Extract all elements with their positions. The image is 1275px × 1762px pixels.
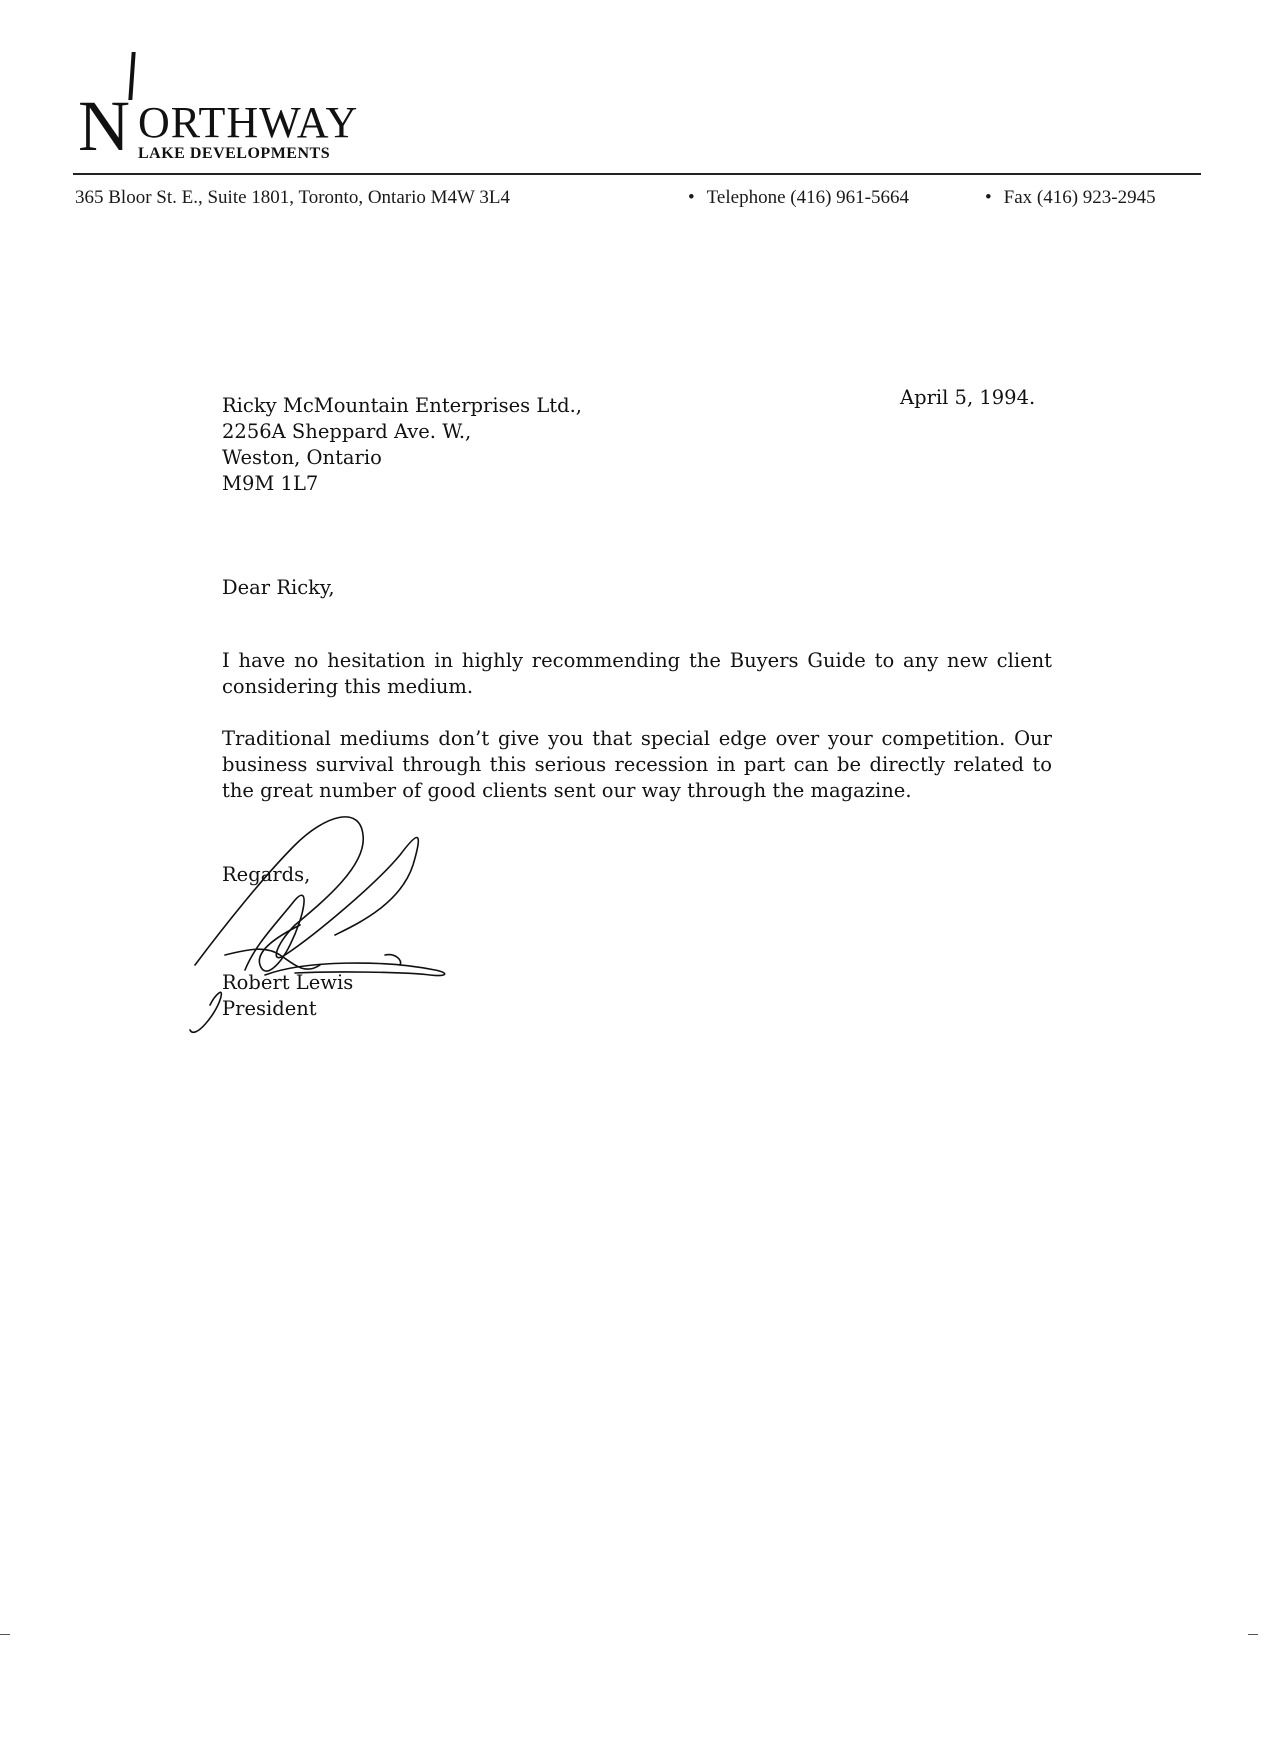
recipient-line: M9M 1L7: [222, 472, 319, 495]
bullet-separator: •: [985, 187, 992, 208]
salutation: Dear Ricky,: [222, 576, 335, 599]
recipient-line: Weston, Ontario: [222, 446, 382, 469]
logo-name: ORTHWAY: [138, 98, 359, 147]
telephone-text: Telephone (416) 961-5664: [706, 187, 909, 208]
logo-initial: N: [78, 86, 130, 166]
closing: Regards,: [222, 863, 311, 886]
signer-name: Robert Lewis: [222, 971, 354, 994]
letter-date: April 5, 1994.: [900, 386, 1036, 409]
fax-text: Fax (416) 923-2945: [1003, 187, 1156, 208]
body-paragraph: Traditional mediums don’t give you that special edge over your competition. Our business survival through this serious recession in part can be directly related to the great number of good clients sent our way through the magazine.: [222, 727, 1052, 802]
logo-subtitle: LAKE DEVELOPMENTS: [138, 145, 331, 162]
recipient-line: 2256A Sheppard Ave. W.,: [222, 420, 472, 443]
recipient-line: Ricky McMountain Enterprises Ltd.,: [222, 394, 582, 417]
scan-edge-mark: [0, 1634, 10, 1635]
bullet-separator: •: [688, 187, 695, 208]
recipient-address-block: [222, 393, 722, 497]
scan-edge-mark: [1248, 1634, 1258, 1635]
letterhead-divider: [73, 173, 1201, 175]
body-paragraph: I have no hesitation in highly recommending the Buyers Guide to any new client considering this medium.: [222, 649, 1052, 698]
company-telephone: [688, 186, 909, 212]
company-address: 365 Bloor St. E., Suite 1801, Toronto, Ontario M4W 3L4: [75, 187, 510, 208]
company-logo: [78, 52, 418, 166]
company-fax: [985, 186, 1156, 212]
signer-title: President: [222, 997, 317, 1020]
